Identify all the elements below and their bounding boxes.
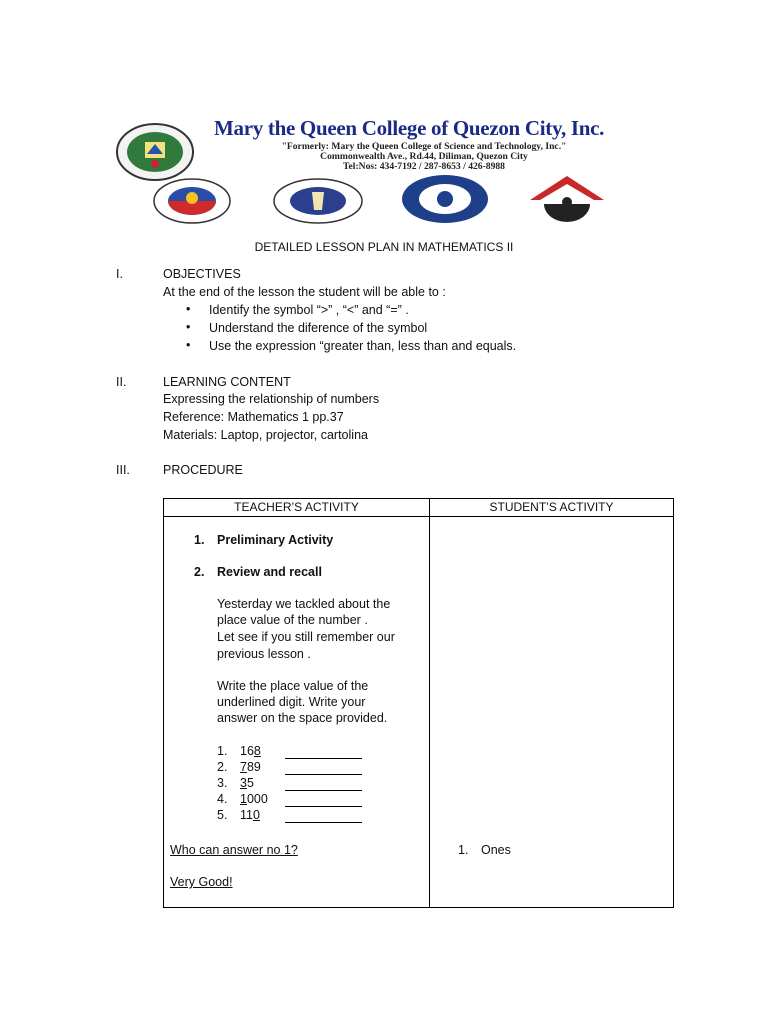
exercise-value: 789: [240, 760, 261, 774]
bullet-icon: •: [186, 302, 191, 316]
college-formerly: "Formerly: Mary the Queen College of Science and Technology, Inc.": [281, 141, 567, 152]
section-number-procedure: III.: [116, 463, 130, 477]
student-activity-header: STUDENT’S ACTIVITY: [489, 500, 614, 514]
step-number: 2.: [194, 565, 205, 579]
exercise-number: 2.: [217, 760, 228, 774]
review-text-line: previous lesson .: [217, 647, 311, 661]
teacher-praise: Very Good!: [170, 875, 233, 889]
step-number: 1.: [194, 533, 205, 547]
bullet-icon: •: [186, 338, 191, 352]
exercise-number: 3.: [217, 776, 228, 790]
review-text-line: Yesterday we tackled about the: [217, 597, 391, 611]
answer-blank: [285, 822, 362, 823]
college-header: [110, 112, 650, 224]
answer-blank: [285, 758, 362, 759]
table-header-divider: [164, 516, 673, 517]
answer-blank: [285, 774, 362, 775]
philippine-seal-logo: [152, 178, 232, 224]
section-number-content: II.: [116, 375, 127, 389]
underlined-digit: 0: [252, 808, 260, 822]
underlined-digit: 3: [240, 776, 247, 790]
exercise-number: 1.: [217, 744, 228, 758]
step-label: Preliminary Activity: [217, 533, 334, 547]
instruction-text-line: Write the place value of the: [217, 679, 369, 693]
section-number-objectives: I.: [116, 267, 123, 281]
instruction-text-line: underlined digit. Write your: [217, 695, 366, 709]
review-text-line: Let see if you still remember our: [217, 630, 395, 644]
house-emblem-logo: [522, 174, 612, 224]
content-line: Expressing the relationship of numbers: [163, 392, 380, 406]
procedure-table: [163, 498, 674, 908]
exercise-value: 1000: [240, 792, 268, 806]
answer-blank: [285, 806, 362, 807]
content-heading: LEARNING CONTENT: [163, 375, 291, 389]
deped-seal-logo: [272, 178, 364, 224]
objective-item: Identify the symbol “>” , “<” and “=” .: [209, 303, 409, 317]
content-line: Reference: Mathematics 1 pp.37: [163, 410, 344, 424]
step-label: Review and recall: [217, 565, 322, 579]
tesda-seal-logo: [400, 174, 490, 224]
objective-item: Understand the diference of the symbol: [209, 321, 428, 335]
procedure-heading: PROCEDURE: [163, 463, 243, 477]
college-address: Commonwealth Ave., Rd.44, Diliman, Quezon City: [320, 151, 528, 162]
bullet-icon: •: [186, 320, 191, 334]
teacher-activity-header: TEACHER’S ACTIVITY: [234, 500, 359, 514]
exercise-value: 35: [240, 776, 254, 790]
review-text-line: place value of the number .: [217, 613, 368, 627]
objectives-heading: OBJECTIVES: [163, 267, 241, 281]
answer-blank: [285, 790, 362, 791]
college-seal-logo: [114, 122, 196, 182]
underlined-digit: 8: [253, 744, 261, 758]
objectives-intro: At the end of the lesson the student will be able to :: [163, 285, 446, 299]
exercise-value: 110: [240, 808, 260, 822]
document-title: DETAILED LESSON PLAN IN MATHEMATICS II: [254, 240, 514, 254]
content-line: Materials: Laptop, projector, cartolina: [163, 428, 368, 442]
instruction-text-line: answer on the space provided.: [217, 711, 388, 725]
objective-item: Use the expression “greater than, less than and equals.: [209, 339, 517, 353]
college-name: Mary the Queen College of Quezon City, Inc.: [214, 116, 605, 140]
student-answer: Ones: [481, 843, 511, 857]
exercise-number: 5.: [217, 808, 228, 822]
underlined-digit: 1: [240, 792, 247, 806]
underlined-digit: 7: [240, 760, 247, 774]
exercise-number: 4.: [217, 792, 228, 806]
teacher-question: Who can answer no 1?: [170, 843, 298, 857]
college-telephone: Tel:Nos: 434-7192 / 287-8653 / 426-8988: [343, 161, 505, 172]
student-answer-number: 1.: [458, 843, 469, 857]
table-column-divider: [429, 499, 430, 907]
exercise-value: 168: [240, 744, 261, 758]
